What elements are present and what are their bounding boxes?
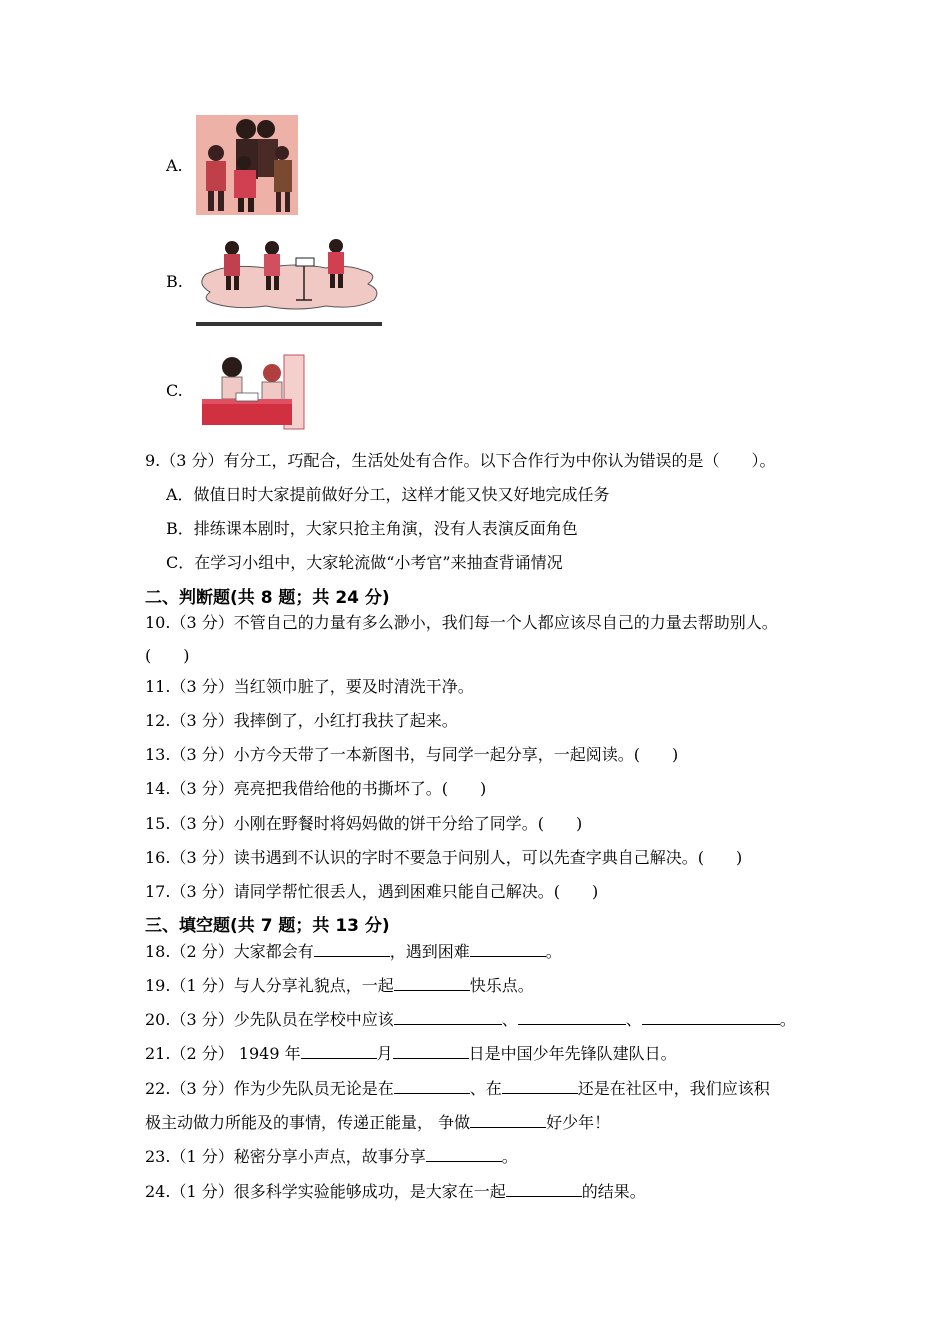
q20 (145, 1008, 796, 1031)
q19-blank-1[interactable] (394, 974, 470, 991)
q16-text: 16.（3 分）读书遇到不认识的字时不要急于问别人，可以先查字典自己解决。( ) (145, 848, 743, 867)
q20-text-4: 。 (779, 1010, 796, 1029)
q24-text-2: 的结果。 (581, 1182, 646, 1201)
section2-heading: 二、判断题(共 8 题；共 24 分) (145, 588, 390, 608)
q9-option-c: C．在学习小组中，大家轮流做“小考官”来抽查背诵情况 (166, 553, 563, 572)
q22-blank-1[interactable] (394, 1077, 470, 1094)
q17-text: 17.（3 分）请同学帮忙很丢人，遇到困难只能自己解决。( ) (145, 882, 599, 901)
q23-blank-1[interactable] (426, 1145, 502, 1162)
q21-text-3: 日是中国少年先锋队建队日。 (468, 1044, 677, 1063)
q14-text: 14.（3 分）亮亮把我借给他的书撕坏了。( ) (145, 779, 487, 798)
q21-blank-2[interactable] (393, 1042, 469, 1059)
q18-blank-2[interactable] (470, 940, 546, 957)
q18-text-1: 18.（2 分）大家都会有 (145, 942, 314, 961)
q24 (145, 1180, 646, 1203)
q21-text-2: 月 (376, 1044, 393, 1063)
section3-heading: 三、填空题(共 7 题；共 13 分) (145, 916, 390, 936)
q22-blank-3[interactable] (470, 1111, 546, 1128)
q21 (145, 1042, 677, 1065)
q9-option-b: B．排练课本剧时，大家只抢主角演，没有人表演反面角色 (166, 519, 578, 538)
q8-option-c (166, 345, 308, 435)
q20-blank-2[interactable] (518, 1008, 626, 1025)
q8-option-a-picture (196, 115, 298, 215)
q22-text-5: 好少年！ (546, 1113, 611, 1132)
q8-option-a-letter: A. (166, 155, 183, 175)
q18 (145, 940, 562, 963)
q24-blank-1[interactable] (506, 1180, 582, 1197)
q18-blank-1[interactable] (314, 940, 390, 957)
q24-text-1: 24.（1 分）很多科学实验能够成功，是大家在一起 (145, 1182, 506, 1201)
q22-text-2: 、在 (469, 1079, 502, 1098)
q8-option-b-letter: B. (166, 271, 183, 291)
q22-text-1: 22.（3 分）作为少先队员无论是在 (145, 1079, 394, 1098)
q11-text: 11.（3 分）当红领巾脏了，要及时清洗干净。 (145, 677, 474, 696)
q23-text-2: 。 (501, 1147, 518, 1166)
q15-text: 15.（3 分）小刚在野餐时将妈妈做的饼干分给了同学。( ) (145, 814, 583, 833)
q22-line-1 (145, 1077, 770, 1100)
q8-option-c-picture (196, 345, 308, 435)
q18-text-3: 。 (545, 942, 562, 961)
q20-blank-3[interactable] (642, 1008, 780, 1025)
q19 (145, 974, 534, 997)
q10-answer-paren: ( ) (145, 646, 190, 665)
q9-stem: 9.（3 分）有分工，巧配合，生活处处有合作。以下合作行为中你认为错误的是（ ）。 (145, 451, 776, 470)
q20-text-3: 、 (625, 1010, 642, 1029)
q22-text-3: 还是在社区中，我们应该积 (577, 1079, 770, 1098)
q20-text-1: 20.（3 分）少先队员在学校中应该 (145, 1010, 394, 1029)
q23-text-1: 23.（1 分）秘密分享小声点，故事分享 (145, 1147, 426, 1166)
q23 (145, 1145, 518, 1168)
q12-text: 12.（3 分）我摔倒了，小红打我扶了起来。 (145, 711, 458, 730)
q22-blank-2[interactable] (502, 1077, 578, 1094)
q19-text-1: 19.（1 分）与人分享礼貌点，一起 (145, 976, 394, 995)
q8-option-b (166, 234, 382, 328)
q10-text: 10.（3 分）不管自己的力量有多么渺小，我们每一个人都应该尽自己的力量去帮助别人。 (145, 613, 778, 632)
q19-text-2: 快乐点。 (469, 976, 534, 995)
q13-text: 13.（3 分）小方今天带了一本新图书，与同学一起分享，一起阅读。( ) (145, 745, 679, 764)
q22-line-2 (145, 1111, 610, 1134)
q20-blank-1[interactable] (394, 1008, 502, 1025)
q21-text-1: 21.（2 分） 1949 年 (145, 1044, 301, 1063)
q9-option-a: A．做值日时大家提前做好分工，这样才能又快又好地完成任务 (166, 485, 610, 504)
q18-text-2: ，遇到困难 (389, 942, 470, 961)
q8-option-b-picture (196, 234, 382, 328)
q22-text-4: 极主动做力所能及的事情，传递正能量， 争做 (145, 1113, 471, 1132)
q21-blank-1[interactable] (301, 1042, 377, 1059)
q8-option-a (166, 115, 298, 215)
q8-option-c-letter: C. (166, 380, 183, 400)
q20-text-2: 、 (501, 1010, 518, 1029)
